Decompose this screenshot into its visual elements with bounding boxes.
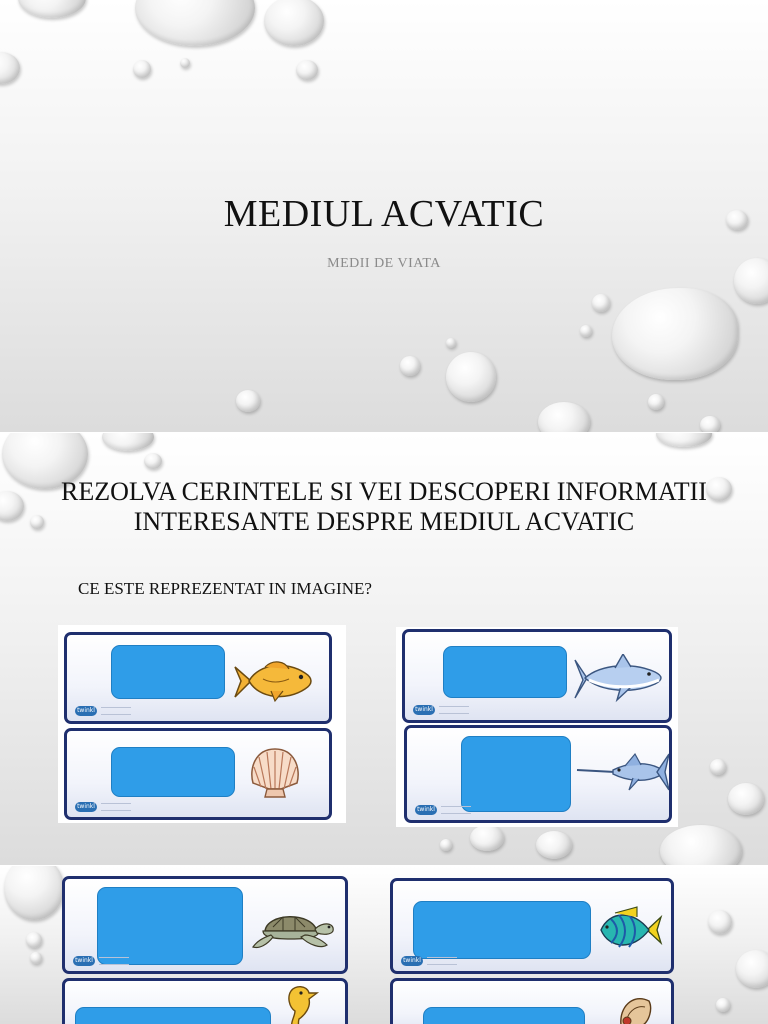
water-drop [446,352,496,402]
shell-image [247,745,303,801]
water-drop [30,952,42,964]
answer-box[interactable] [423,1007,585,1024]
water-drop [648,394,664,410]
water-drop [612,288,738,380]
exercise-slide-2 [0,866,768,1024]
water-drop [102,433,154,451]
water-drop [30,515,44,529]
answer-box[interactable] [75,1007,271,1024]
question-text: CE ESTE REPREZENTAT IN IMAGINE? [78,579,372,598]
footer-text [99,957,129,965]
slide-heading: REZOLVA CERINTELE SI VEI DESCOPERI INFORMATII INTERESANTE DESPRE MEDIUL ACVATIC [61,477,707,536]
water-drop [470,825,504,851]
card-turtle [62,876,348,974]
card-hermit-crab [390,978,674,1024]
title-slide [0,0,768,432]
water-drop [536,831,572,859]
answer-box[interactable] [111,645,225,699]
swordfish-image [575,750,671,794]
card-shark [402,629,672,723]
card-angelfish [390,878,674,974]
water-drop [728,783,764,815]
water-drop [710,759,726,775]
card-fish [64,632,332,724]
water-drop [446,338,456,348]
answer-box[interactable] [97,887,243,965]
seahorse-image [277,985,321,1024]
water-drop [26,932,42,948]
worksheet-left [58,625,346,823]
answer-box[interactable] [461,736,571,812]
water-drop [135,0,255,46]
card-seahorse [62,978,348,1024]
footer-text [101,803,131,811]
footer-text [427,957,457,965]
water-drop [236,390,260,412]
water-drop [700,416,720,432]
twinkl-logo: twinkl [413,705,435,715]
water-drop [144,453,162,469]
answer-box[interactable] [443,646,567,698]
water-drop [716,998,730,1012]
footer-text [101,707,131,715]
water-drop [400,356,420,376]
fish-image [231,657,317,705]
water-drop [4,866,64,920]
water-drop [0,491,24,521]
water-drop [133,60,151,78]
water-drop [708,910,732,934]
answer-box[interactable] [413,901,591,959]
water-drop [580,325,592,337]
water-drop [660,825,742,865]
twinkl-logo: twinkl [415,805,437,815]
water-drop [592,294,610,312]
water-drop [656,433,712,447]
water-drop [538,402,590,432]
water-drop [440,839,452,851]
water-drop [264,0,324,46]
twinkl-logo: twinkl [75,802,97,812]
card-swordfish [404,725,672,823]
turtle-image [249,905,337,957]
footer-text [441,806,471,814]
answer-box[interactable] [111,747,235,797]
water-drop [18,0,86,18]
water-drop [706,477,732,501]
card-shell [64,728,332,820]
water-drop [296,60,318,80]
slide-subtitle: MEDII DE VIATA [327,256,441,271]
twinkl-logo: twinkl [73,956,95,966]
exercise-slide [0,433,768,865]
water-drop [0,52,20,84]
slide-title: MEDIUL ACVATIC [223,193,545,235]
shark-image [571,654,667,704]
angelfish-image [597,905,663,955]
twinkl-logo: twinkl [75,706,97,716]
twinkl-logo: twinkl [401,956,423,966]
worksheet-right [396,627,678,827]
footer-text [439,706,469,714]
water-drop [180,58,190,68]
hermit-crab-image [615,989,655,1024]
water-drop [736,950,768,988]
